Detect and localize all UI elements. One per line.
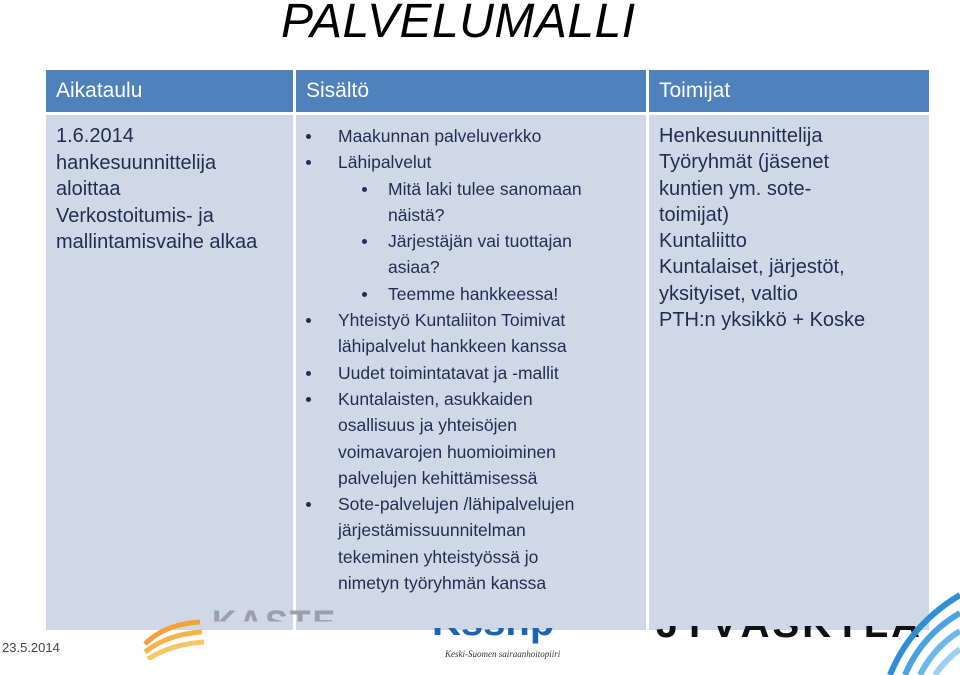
list-item: [306, 491, 636, 596]
footer-date: 23.5.2014: [2, 640, 60, 655]
content-list: [306, 123, 636, 596]
list-item: [306, 307, 636, 360]
schedule-line: Verkostoitumis- ja: [56, 204, 214, 227]
list-item-line: Uudet toimintatavat ja -mallit: [338, 362, 559, 383]
bullet-icon: [362, 239, 367, 244]
actor-line: Kuntalaiset, järjestöt,: [659, 256, 845, 279]
list-item-line: voimavarojen huomioiminen: [338, 441, 556, 462]
list-item-line: Järjestäjän vai tuottajan: [388, 231, 572, 252]
list-item-line: Kuntalaisten, asukkaiden: [338, 388, 533, 409]
bullet-icon: [362, 292, 367, 297]
bullet-icon: [306, 134, 311, 139]
list-item: [306, 386, 636, 491]
actor-line: Henkesuunnittelija: [659, 125, 823, 147]
schedule-line: hankesuunnittelija: [56, 151, 217, 174]
list-item-line: nimetyn työryhmän kanssa: [338, 573, 547, 594]
list-item-line: Mitä laki tulee sanomaan: [388, 178, 582, 199]
list-item-line: tekeminen yhteistyössä jo: [338, 546, 539, 567]
ksshp-logo-subtitle: Keski-Suomen sairaanhoitopiiri: [445, 649, 561, 659]
list-item-line: lähipalvelut hankkeen kanssa: [338, 336, 567, 357]
header-content: Sisältö: [296, 70, 649, 115]
blue-waves-icon: [870, 585, 960, 675]
actor-line: toimijat): [659, 203, 730, 226]
list-item-line: näistä?: [388, 204, 445, 225]
kaste-logo-icon: [140, 604, 210, 660]
bullet-icon: [306, 371, 311, 376]
bullet-icon: [306, 502, 311, 507]
list-item: [306, 149, 636, 175]
bullet-icon: [306, 160, 311, 165]
list-item: [306, 360, 636, 386]
list-item-line: palvelujen kehittämisessä: [338, 467, 538, 488]
content-table: [46, 70, 929, 630]
bullet-icon: [306, 397, 311, 402]
list-item-line: Sote-palvelujen /lähipalvelujen: [338, 494, 575, 515]
list-item-line: osallisuus ja yhteisöjen: [338, 415, 517, 436]
list-item: [306, 123, 636, 149]
header-schedule: Aikataulu: [46, 70, 296, 115]
slide-title: PALVELUMALLI: [281, 0, 636, 48]
actor-line: yksityiset, valtio: [659, 282, 798, 305]
list-item-line: järjestämissuunnitelman: [338, 520, 526, 541]
bullet-icon: [306, 318, 311, 323]
actor-line: kuntien ym. sote-: [659, 177, 812, 200]
list-item-line: Maakunnan palveluverkko: [338, 126, 542, 146]
list-item-line: asiaa?: [388, 257, 440, 278]
actors-cell: [649, 115, 929, 630]
actor-line: Kuntaliitto: [659, 230, 747, 253]
schedule-line: 1.6.2014: [56, 125, 134, 147]
list-item-line: Lähipalvelut: [338, 152, 432, 173]
list-item-line: Teemme hankkeessa!: [388, 283, 559, 304]
bullet-icon: [362, 187, 367, 192]
sub-list-item: [306, 281, 636, 307]
schedule-line: aloittaa: [56, 178, 121, 200]
sub-list-item: [306, 176, 636, 229]
sub-list-item: [306, 228, 636, 281]
content-cell: [296, 115, 649, 630]
schedule-cell: [46, 115, 296, 630]
list-item-line: Yhteistyö Kuntaliiton Toimivat: [338, 310, 566, 331]
actor-line: PTH:n yksikkö + Koske: [659, 309, 866, 332]
schedule-line: mallintamisvaihe alkaa: [56, 231, 258, 253]
header-actors: Toimijat: [649, 70, 929, 115]
actor-line: Työryhmät (jäsenet: [659, 151, 830, 174]
